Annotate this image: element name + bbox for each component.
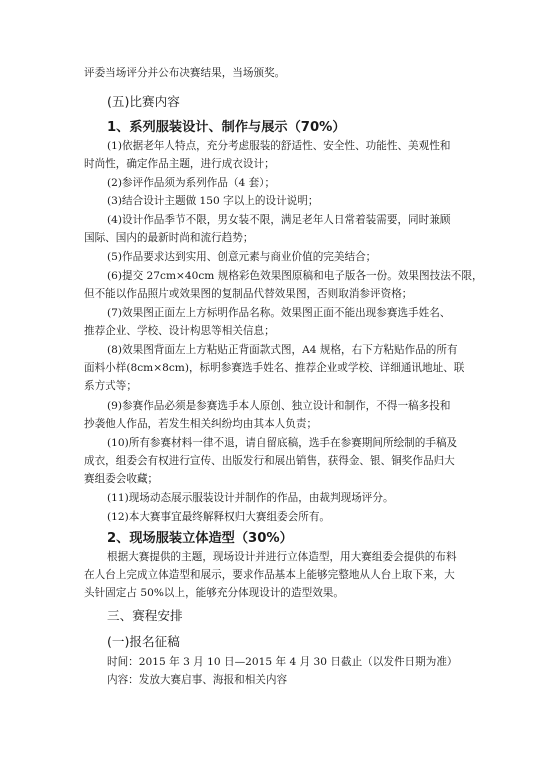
item-4-line-1: (4)设计作品季节不限，男女装不限，满足老年人日常着装需要，同时兼顾 (107, 214, 451, 226)
time-line: 时间：2015 年 3 月 10 日—2015 年 4 月 30 日截止（以发件日期为准） (107, 656, 458, 668)
item-8-line-1: (8)效果图背面左上方粘贴正背面款式图，A4 规格，右下方粘贴作品的所有 (107, 344, 458, 356)
section-3-title: 三、赛程安排 (107, 608, 183, 623)
section-5-title: (五)比赛内容 (107, 94, 180, 109)
item-12: (12)本大赛事宜最终解释权归大赛组委会所有。 (107, 511, 331, 523)
sub2-para-line-2: 在人台上完成立体造型和展示，要求作品基本上能够完整地从人台上取下来，大 (84, 569, 455, 581)
item-6-line-2: 但不能以作品照片或效果图的复制品代替效果图，否则取消参评资格； (84, 288, 413, 300)
item-7-line-2: 推荐企业、学校、设计构思等相关信息； (84, 325, 275, 337)
registration-title: (一)报名征稿 (107, 634, 180, 649)
subsection-2-title: 2、现场服装立体造型（30%） (107, 531, 293, 546)
content-line: 内容：发放大赛启事、海报和相关内容 (107, 674, 288, 686)
item-7-line-1: (7)效果图正面左上方标明作品名称。效果图正面不能出现参赛选手姓名、 (107, 307, 451, 319)
item-3: (3)结合设计主题做 150 字以上的设计说明； (107, 195, 319, 207)
item-6-line-1: (6)提交 27cm×40cm 规格彩色效果图原稿和电子版各一份。效果图技法不限， (107, 270, 483, 282)
item-10-line-3: 赛组委会收藏； (84, 473, 159, 485)
item-9-line-2: 抄袭他人作品，若发生相关纠纷均由其本人负责； (84, 418, 318, 430)
item-10-line-1: (10)所有参赛材料一律不退，请自留底稿，选手在参赛期间所绘制的手稿及 (107, 437, 458, 449)
sub2-para-line-1: 根据大赛提供的主题，现场设计并进行立体造型，用大赛组委会提供的布料 (107, 551, 457, 563)
item-8-line-2: 面料小样(8cm×8cm)，标明参赛选手姓名、推荐企业或学校、详细通讯地址、联 (84, 362, 465, 374)
sub2-para-line-3: 头针固定占 50%以上，能够充分体现设计的造型效果。 (84, 587, 344, 599)
item-5: (5)作品要求达到实用、创意元素与商业价值的完美结合； (107, 251, 377, 263)
subsection-1-title: 1、系列服装设计、制作与展示（70%） (107, 120, 346, 135)
item-11: (11)现场动态展示服装设计并制作的作品，由裁判现场评分。 (107, 492, 394, 504)
item-2: (2)参评作品须为系列作品（4 套）； (107, 177, 276, 189)
intro-line: 评委当场评分并公布决赛结果，当场颁奖。 (84, 67, 286, 79)
item-1-line-2: 时尚性，确定作品主题，进行成衣设计； (84, 158, 275, 170)
item-10-line-2: 成衣，组委会有权进行宣传、出版发行和展出销售，获得金、银、铜奖作品归大 (84, 455, 455, 467)
item-9-line-1: (9)参赛作品必须是参赛选手本人原创、独立设计和制作，不得一稿多投和 (107, 400, 451, 412)
item-8-line-3: 系方式等； (84, 380, 137, 392)
item-1-line-1: (1)依据老年人特点，充分考虑服装的舒适性、安全性、功能性、美观性和 (107, 140, 451, 152)
item-4-line-2: 国际、国内的最新时尚和流行趋势； (84, 232, 254, 244)
